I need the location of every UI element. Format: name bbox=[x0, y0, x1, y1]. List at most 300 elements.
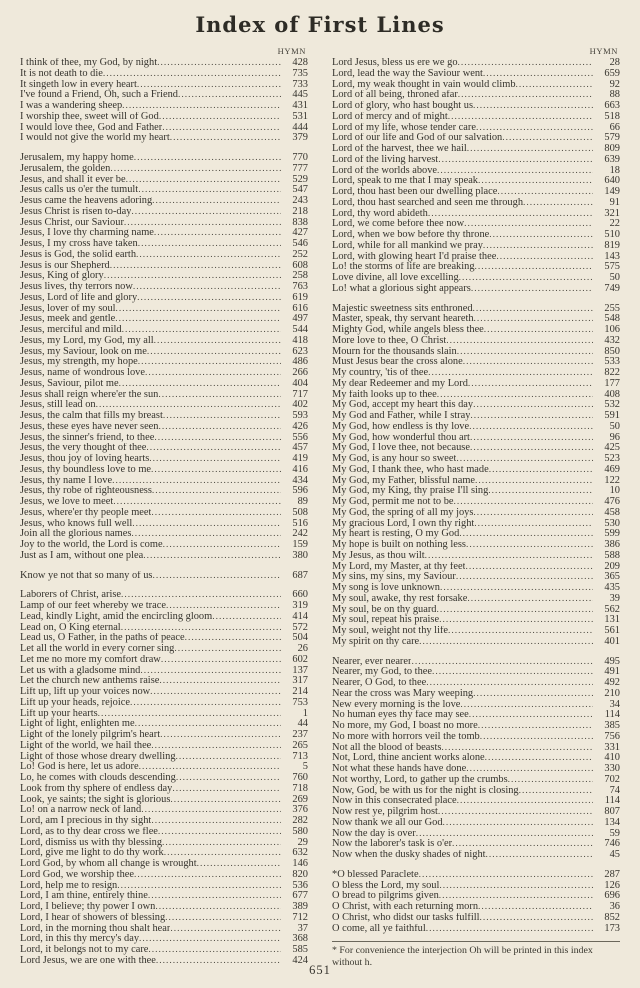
entry-number: 255 bbox=[604, 302, 620, 314]
entry-title: Jerusalem, the golden bbox=[20, 163, 111, 174]
entry-title: Lord Jesus, we are one with thee bbox=[20, 955, 156, 966]
entry-title: Not worthy, Lord, to gather up the crumbs bbox=[332, 774, 508, 785]
entry-number: 580 bbox=[292, 825, 308, 837]
entry-title: Jesus, thy name I love bbox=[20, 475, 113, 486]
entry-title: Lord, lead the way the Saviour went bbox=[332, 68, 483, 79]
entry-number: 735 bbox=[292, 67, 308, 79]
entry-number: 386 bbox=[604, 539, 620, 550]
index-entry bbox=[20, 752, 308, 763]
entry-title: Lord of the harvest, thee we hail bbox=[332, 144, 467, 154]
entry-title: Jesus is God, the solid earth bbox=[20, 249, 137, 260]
dot-leader bbox=[163, 411, 281, 422]
entry-number: 74 bbox=[609, 784, 620, 796]
dot-leader bbox=[176, 752, 281, 763]
index-entry bbox=[20, 805, 308, 816]
index-entry bbox=[332, 209, 620, 220]
index-entry bbox=[20, 133, 308, 144]
entry-title: My dear Redeemer and my Lord bbox=[332, 378, 468, 389]
entry-title: My song is love unknown bbox=[332, 583, 440, 593]
dot-leader bbox=[146, 443, 281, 454]
index-entry bbox=[20, 881, 308, 892]
dot-leader bbox=[438, 807, 593, 818]
index-entry bbox=[20, 508, 308, 519]
entry-number: 319 bbox=[292, 600, 308, 611]
index-entry bbox=[332, 902, 620, 913]
entry-title: O Christ, who didst our tasks fulfill bbox=[332, 912, 480, 923]
entry-number: 579 bbox=[604, 132, 620, 144]
entry-number: 389 bbox=[292, 901, 308, 912]
dot-leader bbox=[152, 571, 281, 582]
dot-leader bbox=[152, 196, 281, 207]
entry-title: Lo! God is here, let us adore bbox=[20, 762, 139, 773]
entry-title: Jesus, and shall it ever be bbox=[20, 174, 126, 185]
dot-leader bbox=[115, 314, 281, 325]
entry-number: 131 bbox=[604, 614, 620, 626]
entry-title: Lord, thy word abideth bbox=[332, 208, 428, 219]
index-entry bbox=[332, 454, 620, 465]
entry-number: 838 bbox=[292, 216, 308, 228]
entry-number: 321 bbox=[604, 207, 620, 219]
index-entry bbox=[332, 325, 620, 336]
index-entry bbox=[20, 827, 308, 838]
entry-number: 529 bbox=[292, 173, 308, 185]
entry-title: My God, my King, thy praise I'll sing bbox=[332, 486, 489, 497]
entry-title: Let all the world in every corner sing bbox=[20, 644, 175, 654]
dot-leader bbox=[486, 850, 593, 861]
entry-number: 376 bbox=[292, 804, 308, 816]
entry-title: My God and Father, while I stray bbox=[332, 411, 471, 421]
index-entry bbox=[20, 239, 308, 250]
entry-title: Lord of my life, whose tender care bbox=[332, 122, 476, 133]
index-entry bbox=[332, 678, 620, 689]
entry-number: 508 bbox=[292, 506, 308, 518]
dot-leader bbox=[470, 433, 593, 444]
entry-title: Lamp of our feet whereby we trace bbox=[20, 601, 166, 611]
entry-number: 663 bbox=[604, 100, 620, 111]
dot-leader bbox=[133, 282, 281, 293]
dot-leader bbox=[138, 239, 281, 250]
entry-number: 331 bbox=[604, 741, 620, 753]
index-entry bbox=[20, 101, 308, 112]
entry-number: 265 bbox=[292, 739, 308, 751]
entry-title: My soul, repeat his praise bbox=[332, 615, 440, 626]
dot-leader bbox=[134, 870, 281, 881]
index-entry bbox=[20, 465, 308, 476]
entry-number: 134 bbox=[604, 816, 620, 828]
entry-number: 45 bbox=[609, 849, 620, 860]
index-entry bbox=[20, 390, 308, 401]
page-title: Index of First Lines bbox=[195, 12, 445, 37]
entry-title: Know ye not that so many of us bbox=[20, 570, 153, 581]
entry-number: 419 bbox=[292, 453, 308, 464]
left-column-groups bbox=[20, 58, 308, 967]
entry-number: 365 bbox=[604, 571, 620, 583]
entry-title: Jesus, King of glory bbox=[20, 271, 104, 282]
entry-title: Jesus, I love thy charming name bbox=[20, 228, 154, 239]
entry-number: 126 bbox=[604, 879, 620, 891]
entry-number: 66 bbox=[609, 121, 620, 133]
entry-number: 89 bbox=[297, 496, 308, 507]
entry-number: 497 bbox=[292, 313, 308, 325]
entry-title: My hope is built on nothing less bbox=[332, 540, 466, 550]
entry-title: O come, all ye faithful bbox=[332, 923, 426, 934]
dot-leader bbox=[151, 816, 281, 827]
entry-title: Lead, kindly Light, amid the encircling gloom bbox=[20, 611, 213, 622]
index-entry bbox=[20, 902, 308, 913]
dot-leader bbox=[104, 271, 281, 282]
entry-number: 431 bbox=[292, 100, 308, 111]
entry-title: My God, my Father, blissful name bbox=[332, 475, 476, 486]
dot-leader bbox=[163, 540, 281, 551]
entry-number: 159 bbox=[292, 539, 308, 550]
dot-leader bbox=[122, 101, 281, 112]
entry-number: 444 bbox=[292, 121, 308, 133]
dot-leader bbox=[465, 562, 593, 573]
index-entry bbox=[332, 870, 620, 881]
entry-number: 544 bbox=[292, 324, 308, 335]
dot-leader bbox=[143, 551, 281, 562]
dot-leader bbox=[457, 347, 593, 358]
index-entry bbox=[20, 633, 308, 644]
index-entry bbox=[332, 219, 620, 230]
entry-title: I would love thee, God and Father bbox=[20, 122, 163, 133]
index-entry bbox=[332, 422, 620, 433]
entry-title: No human eyes thy face may see bbox=[332, 710, 469, 721]
entry-number: 29 bbox=[297, 836, 308, 848]
entry-title: My soul, weight not thy life bbox=[332, 626, 449, 636]
page-number: 651 bbox=[309, 963, 331, 977]
entry-number: 88 bbox=[609, 89, 620, 101]
entry-title: O bless the Lord, my soul bbox=[332, 880, 440, 891]
entry-title: Jesus, Saviour, pilot me bbox=[20, 378, 119, 389]
dot-leader bbox=[122, 325, 281, 336]
dot-leader bbox=[124, 218, 281, 229]
entry-number: 677 bbox=[292, 890, 308, 902]
entry-number: 687 bbox=[292, 569, 308, 581]
index-entry bbox=[20, 314, 308, 325]
index-entry bbox=[332, 881, 620, 892]
index-entry bbox=[20, 891, 308, 902]
index-entry bbox=[20, 207, 308, 218]
entry-title: Jesus, we love to meet bbox=[20, 497, 114, 507]
entry-number: 749 bbox=[604, 282, 620, 294]
dot-leader bbox=[136, 250, 281, 261]
index-entry bbox=[332, 572, 620, 583]
dot-leader bbox=[459, 273, 593, 284]
entry-number: 243 bbox=[292, 195, 308, 206]
dot-leader bbox=[212, 612, 281, 623]
index-entry bbox=[332, 58, 620, 69]
dot-leader bbox=[489, 230, 593, 241]
entry-number: 718 bbox=[292, 782, 308, 794]
dot-leader bbox=[488, 486, 593, 497]
dot-leader bbox=[458, 58, 593, 69]
dot-leader bbox=[152, 486, 281, 497]
dot-leader bbox=[116, 304, 281, 315]
dot-leader bbox=[170, 795, 281, 806]
entry-number: 379 bbox=[292, 132, 308, 144]
entry-number: 510 bbox=[604, 229, 620, 240]
dot-leader bbox=[478, 176, 593, 187]
entry-number: 34 bbox=[609, 698, 620, 710]
entry-number: 616 bbox=[292, 302, 308, 314]
index-entry bbox=[20, 112, 308, 123]
index-entry bbox=[20, 411, 308, 422]
dot-leader bbox=[157, 58, 281, 69]
entry-title: Light of light, enlighten me bbox=[20, 719, 135, 730]
dot-leader bbox=[478, 902, 593, 913]
index-entry bbox=[332, 850, 620, 861]
index-entry bbox=[332, 551, 620, 562]
entry-title: My spirit on thy care bbox=[332, 636, 420, 647]
dot-leader bbox=[508, 775, 593, 786]
index-group bbox=[332, 870, 620, 935]
dot-leader bbox=[464, 219, 593, 230]
index-entry bbox=[332, 807, 620, 818]
dot-leader bbox=[147, 347, 281, 358]
entry-title: Jesus, my Lord, my God, my all bbox=[20, 335, 154, 346]
dot-leader bbox=[523, 198, 593, 209]
entry-number: 424 bbox=[292, 954, 308, 966]
entry-number: 414 bbox=[292, 610, 308, 622]
entry-title: Lift up your hearts bbox=[20, 708, 98, 719]
entry-number: 458 bbox=[604, 506, 620, 518]
entry-number: 149 bbox=[604, 186, 620, 197]
index-entry bbox=[332, 562, 620, 573]
entry-title: Lord of glory, who hast bought us bbox=[332, 101, 474, 111]
dot-leader bbox=[480, 913, 594, 924]
index-entry bbox=[332, 80, 620, 91]
entry-title: Lift up, lift up your voices now bbox=[20, 687, 151, 697]
entry-number: 809 bbox=[604, 143, 620, 154]
entry-number: 96 bbox=[609, 431, 620, 443]
entry-number: 92 bbox=[609, 78, 620, 90]
entry-number: 210 bbox=[604, 687, 620, 699]
entry-number: 266 bbox=[292, 367, 308, 378]
dot-leader bbox=[149, 454, 281, 465]
index-entry bbox=[20, 924, 308, 935]
index-entry bbox=[20, 58, 308, 69]
index-entry bbox=[332, 465, 620, 476]
dot-leader bbox=[119, 379, 281, 390]
entry-title: Mighty God, while angels bless thee bbox=[332, 325, 484, 335]
index-entry bbox=[20, 454, 308, 465]
dot-leader bbox=[176, 773, 281, 784]
dot-leader bbox=[452, 839, 593, 850]
index-entry bbox=[332, 144, 620, 155]
dot-leader bbox=[416, 829, 593, 840]
index-entry bbox=[332, 262, 620, 273]
entry-title: Light of those whose dreary dwelling bbox=[20, 751, 176, 762]
entry-title: Jesus, Lord of life and glory bbox=[20, 292, 138, 303]
entry-number: 1 bbox=[302, 707, 308, 719]
entry-title: My country, 'tis of thee bbox=[332, 368, 429, 378]
dot-leader bbox=[161, 655, 281, 666]
entry-number: 777 bbox=[292, 162, 308, 174]
entry-title: Not what these hands have done bbox=[332, 764, 467, 774]
index-entry bbox=[332, 818, 620, 829]
index-entry bbox=[20, 347, 308, 358]
entry-title: Near the cross was Mary weeping bbox=[332, 688, 474, 699]
entry-number: 533 bbox=[604, 356, 620, 368]
index-entry bbox=[20, 666, 308, 677]
index-entry bbox=[332, 230, 620, 241]
index-entry bbox=[332, 133, 620, 144]
dot-leader bbox=[159, 112, 281, 123]
entry-number: 457 bbox=[292, 442, 308, 454]
index-entry bbox=[20, 368, 308, 379]
entry-number: 659 bbox=[604, 67, 620, 79]
entry-number: 733 bbox=[292, 78, 308, 90]
index-entry bbox=[20, 612, 308, 623]
entry-number: 770 bbox=[292, 152, 308, 163]
entry-number: 531 bbox=[292, 110, 308, 122]
index-entry bbox=[20, 293, 308, 304]
entry-number: 547 bbox=[292, 184, 308, 196]
index-entry bbox=[332, 101, 620, 112]
dot-leader bbox=[458, 90, 593, 101]
dot-leader bbox=[478, 721, 593, 732]
dot-leader bbox=[158, 827, 281, 838]
entry-title: Lord, I am thine, entirely thine bbox=[20, 891, 148, 902]
index-entry bbox=[332, 90, 620, 101]
entry-title: Jesus, I my cross have taken bbox=[20, 239, 138, 249]
entry-title: My sins, my sins, my Saviour bbox=[332, 572, 456, 583]
dot-leader bbox=[496, 252, 593, 263]
dot-leader bbox=[141, 805, 281, 816]
entry-title: Lord, help me to resign bbox=[20, 880, 118, 891]
dot-leader bbox=[98, 709, 281, 720]
entry-title: Lord, dismiss us with thy blessing bbox=[20, 837, 163, 848]
entry-title: Lo, he comes with clouds descending bbox=[20, 773, 176, 783]
index-group bbox=[332, 657, 620, 861]
entry-number: 712 bbox=[292, 911, 308, 923]
entry-number: 763 bbox=[292, 281, 308, 292]
dot-leader bbox=[154, 336, 281, 347]
index-entry bbox=[20, 497, 308, 508]
entry-number: 122 bbox=[604, 474, 620, 486]
dot-leader bbox=[158, 390, 281, 401]
index-entry bbox=[20, 164, 308, 175]
dot-leader bbox=[411, 657, 593, 668]
index-entry bbox=[332, 400, 620, 411]
entry-number: 756 bbox=[604, 730, 620, 742]
entry-title: O bread to pilgrims given bbox=[332, 891, 439, 902]
dot-leader bbox=[140, 666, 281, 677]
index-entry bbox=[20, 762, 308, 773]
dot-leader bbox=[474, 314, 593, 325]
dot-leader bbox=[425, 551, 593, 562]
entry-number: 518 bbox=[604, 110, 620, 122]
index-entry bbox=[332, 764, 620, 775]
dot-leader bbox=[155, 902, 281, 913]
entry-number: 495 bbox=[604, 655, 620, 667]
entry-title: It singeth low in every heart bbox=[20, 79, 137, 90]
entry-title: Not, Lord, thine ancient works alone bbox=[332, 753, 485, 764]
dot-leader bbox=[469, 710, 593, 721]
entry-number: 218 bbox=[292, 205, 308, 217]
dot-leader bbox=[174, 644, 281, 655]
entry-number: 428 bbox=[292, 57, 308, 68]
entry-title: I would not give the world my heart bbox=[20, 133, 170, 144]
dot-leader bbox=[448, 626, 593, 637]
dot-leader bbox=[473, 508, 593, 519]
entry-number: 242 bbox=[292, 528, 308, 540]
entry-title: Lo! what a glorious sight appears bbox=[332, 283, 471, 294]
entry-title: Light of the world, we hail thee bbox=[20, 740, 152, 751]
entry-title: Lord, give me light to do thy work bbox=[20, 848, 164, 859]
entry-title: Lord, we come before thee now bbox=[332, 219, 465, 230]
entry-title: Jesus, meek and gentle bbox=[20, 314, 116, 325]
dot-leader bbox=[170, 924, 281, 935]
entry-title: Lift up your heads, rejoice bbox=[20, 697, 130, 708]
dot-leader bbox=[428, 209, 593, 220]
dot-leader bbox=[151, 465, 281, 476]
index-entry bbox=[20, 336, 308, 347]
entry-number: 588 bbox=[604, 549, 620, 561]
entry-title: Jesus lives, thy terrors now bbox=[20, 282, 133, 292]
index-entry bbox=[20, 379, 308, 390]
entry-number: 585 bbox=[292, 944, 308, 955]
entry-number: 410 bbox=[604, 752, 620, 764]
entry-title: Lord, while for all mankind we pray bbox=[332, 240, 483, 251]
dot-leader bbox=[432, 667, 593, 678]
dot-leader bbox=[134, 153, 281, 164]
entry-title: Let me no more my comfort draw bbox=[20, 654, 161, 665]
dot-leader bbox=[103, 69, 281, 80]
entry-number: 760 bbox=[292, 772, 308, 783]
dot-leader bbox=[476, 123, 593, 134]
dot-leader bbox=[130, 698, 281, 709]
dot-leader bbox=[96, 400, 281, 411]
entry-title: Lead on, O King eternal bbox=[20, 622, 121, 633]
dot-leader bbox=[483, 69, 593, 80]
index-entry bbox=[332, 529, 620, 540]
entry-title: Mourn for the thousands slain bbox=[332, 346, 457, 357]
entry-number: 602 bbox=[292, 653, 308, 665]
entry-number: 746 bbox=[604, 838, 620, 850]
entry-number: 619 bbox=[292, 291, 308, 303]
index-group bbox=[20, 590, 308, 966]
dot-leader bbox=[131, 207, 281, 218]
dot-leader bbox=[178, 90, 281, 101]
index-entry bbox=[20, 282, 308, 293]
entry-number: 143 bbox=[604, 250, 620, 262]
entry-number: 209 bbox=[604, 560, 620, 572]
entry-number: 173 bbox=[604, 922, 620, 934]
index-entry bbox=[332, 753, 620, 764]
entry-title: Now in this consecrated place bbox=[332, 796, 457, 807]
entry-number: 50 bbox=[609, 420, 620, 432]
entry-number: 820 bbox=[292, 868, 308, 880]
entry-number: 404 bbox=[292, 377, 308, 389]
dot-leader bbox=[135, 719, 281, 730]
entry-title: Lord, with glowing heart I'd praise thee bbox=[332, 251, 497, 262]
entry-number: 380 bbox=[292, 549, 308, 561]
entry-title: Laborers of Christ, arise bbox=[20, 590, 121, 601]
entry-title: Love divine, all love excelling bbox=[332, 273, 459, 283]
entry-title: Not all the blood of beasts bbox=[332, 742, 442, 753]
dot-leader bbox=[446, 336, 593, 347]
dot-leader bbox=[475, 476, 593, 487]
index-entry bbox=[20, 185, 308, 196]
entry-number: 660 bbox=[292, 589, 308, 601]
entry-number: 445 bbox=[292, 89, 308, 101]
dot-leader bbox=[419, 870, 593, 881]
dot-leader bbox=[516, 80, 593, 91]
entry-number: 696 bbox=[604, 890, 620, 902]
entry-title: Lord of the living harvest bbox=[332, 154, 439, 165]
